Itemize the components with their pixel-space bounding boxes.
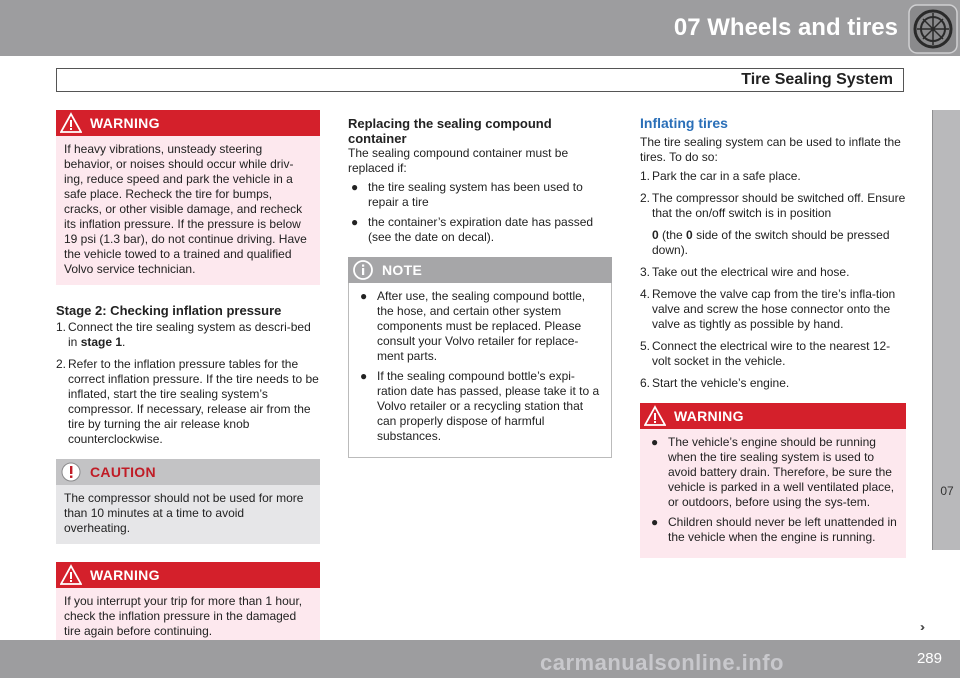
- column-1: [56, 110, 320, 665]
- note-box: [348, 257, 612, 458]
- bullet-text: The vehicle’s engine should be running when the tire sealing system is used to avoid battery drain. Therefore, be sure the vehicle is parked in a well ventilated place, or outdoors, before using the sys-tem.: [668, 435, 895, 509]
- list-item: [348, 215, 612, 245]
- list-item: [648, 435, 898, 510]
- position-text: (the: [658, 228, 687, 242]
- step-text: Refer to the inflation pressure tables for the correct inflation pressure. If the tire needs to be inflated, start the tire sealing system’s compressor. If necessary, release air from the tire by turning the air release knob counterclockwise.: [68, 357, 319, 446]
- caution-box: [56, 459, 320, 544]
- warning-title: WARNING: [674, 407, 744, 424]
- bullet: ●: [360, 289, 368, 303]
- warning-box: [640, 403, 906, 558]
- step-number: 1.: [56, 320, 67, 334]
- note-body: [348, 283, 612, 458]
- step-text: Start the vehicle’s engine.: [652, 376, 790, 390]
- list-item: [640, 265, 906, 280]
- stage2-steps: [56, 320, 320, 447]
- warning-title: WARNING: [90, 114, 160, 131]
- warning-title: WARNING: [90, 566, 160, 583]
- info-icon: [352, 259, 374, 281]
- list-item: [56, 357, 320, 447]
- inflating-tires-heading: Inflating tires: [640, 115, 728, 131]
- step-number: 5.: [640, 339, 651, 353]
- side-tab-label: 07: [940, 484, 954, 498]
- step-number: 6.: [640, 376, 651, 390]
- inflating-steps: [640, 169, 906, 391]
- list-item: [348, 180, 612, 210]
- warning-triangle-icon: [60, 564, 82, 586]
- watermark: carmanualsonline.info: [540, 650, 784, 675]
- bullet-text: If the sealing compound bottle’s expi-ration date has passed, please take it to a Volvo retailer or a recycling station that can properly dispose of harmful substances.: [377, 369, 600, 443]
- switch-position-note: [652, 228, 906, 258]
- list-item: [640, 376, 906, 391]
- list-item: [640, 339, 906, 369]
- warning-triangle-icon: [644, 405, 666, 427]
- bullet: ●: [651, 435, 659, 449]
- warning-bullets: [648, 435, 898, 545]
- list-item: [56, 320, 320, 350]
- list-item: [640, 287, 906, 332]
- warning-body: If heavy vibrations, unsteady steering behavior, or noises should occur while driv-ing, reduce speed and park the vehicle in a safe place. Recheck the tire for bumps, cracks, or other visible damage, and recheck its inflation pressure. If the pressure is below 19 psi (1.3 bar), do not continue driving. Have the vehicle towed to a trained and qualified Volvo service technician.: [56, 136, 320, 285]
- replace-intro: The sealing compound container must be replaced if:: [348, 146, 569, 175]
- step-number: 2.: [640, 191, 651, 205]
- section-bar: [56, 68, 904, 92]
- step-number: 1.: [640, 169, 651, 183]
- list-item: [357, 289, 603, 364]
- column-2: [348, 110, 612, 476]
- bullet: ●: [351, 215, 359, 229]
- list-item: [648, 515, 898, 545]
- bullet-text: Children should never be left unattended in the vehicle when the engine is running.: [668, 515, 897, 544]
- warning-box: [56, 110, 320, 285]
- step-text: Connect the electrical wire to the nearest 12-volt socket in the vehicle.: [652, 339, 891, 368]
- position-value: 0: [686, 228, 693, 242]
- caution-header: [56, 459, 320, 485]
- replace-conditions: [348, 180, 612, 245]
- step-number: 3.: [640, 265, 651, 279]
- list-item: [357, 369, 603, 444]
- step-text: Park the car in a safe place.: [652, 169, 801, 183]
- bullet: ●: [360, 369, 368, 383]
- warning-triangle-icon: [60, 112, 82, 134]
- step-tail: .: [122, 335, 126, 349]
- warning-body: If you interrupt your trip for more than 1 hour, check the inflation pressure in the damaged tire again before continuing.: [56, 588, 320, 647]
- step-number: 2.: [56, 357, 67, 371]
- page-number: 289: [916, 650, 942, 667]
- step-bold: stage 1: [80, 335, 123, 349]
- replace-container-heading: Replacing the sealing compound container: [348, 116, 552, 146]
- step-text: Take out the electrical wire and hose.: [652, 265, 850, 279]
- bullet-text: After use, the sealing compound bottle, the hose, and certain other system components must be replaced. Please consult your Volvo retailer for replace-ment parts.: [377, 289, 586, 363]
- step-text: Connect the tire sealing system as descri-bed in: [68, 320, 311, 349]
- next-page-arrows: ››: [920, 620, 922, 634]
- step-text: Remove the valve cap from the tire’s infla-tion valve and screw the hose connector onto the valve as tightly as possible by hand.: [652, 287, 896, 331]
- bullet: ●: [351, 180, 359, 194]
- warning-box: [56, 562, 320, 647]
- warning-header: [640, 403, 906, 429]
- bullet: ●: [651, 515, 659, 529]
- chapter-title: 07 Wheels and tires: [673, 14, 898, 41]
- chapter-side-tab: [932, 110, 960, 550]
- warning-header: [56, 562, 320, 588]
- inflating-intro: The tire sealing system can be used to inflate the tires. To do so:: [640, 135, 901, 164]
- caution-exclamation-icon: [60, 461, 82, 483]
- note-header: [348, 257, 612, 283]
- list-item: [640, 191, 906, 258]
- position-value: 0: [652, 228, 659, 242]
- list-item: [640, 169, 906, 184]
- position-text: side of the switch should be pressed down).: [652, 228, 890, 257]
- wheel-icon: [908, 4, 958, 54]
- page-header: [0, 0, 960, 56]
- warning-header: [56, 110, 320, 136]
- step-number: 4.: [640, 287, 651, 301]
- section-title: Tire Sealing System: [741, 71, 893, 88]
- stage2-heading: Stage 2: Checking inflation pressure: [56, 303, 282, 318]
- column-3: [640, 110, 906, 576]
- step-text: The compressor should be switched off. Ensure that the on/off switch is in position: [652, 191, 906, 220]
- warning-body: [640, 429, 906, 558]
- note-title: NOTE: [382, 261, 423, 278]
- bullet-text: the container’s expiration date has passed (see the date on decal).: [368, 215, 594, 244]
- caution-body: The compressor should not be used for more than 10 minutes at a time to avoid overheating.: [56, 485, 320, 544]
- caution-title: CAUTION: [90, 463, 156, 480]
- note-bullets: [357, 289, 603, 444]
- bullet-text: the tire sealing system has been used to repair a tire: [368, 180, 583, 209]
- page-footer: [0, 640, 960, 678]
